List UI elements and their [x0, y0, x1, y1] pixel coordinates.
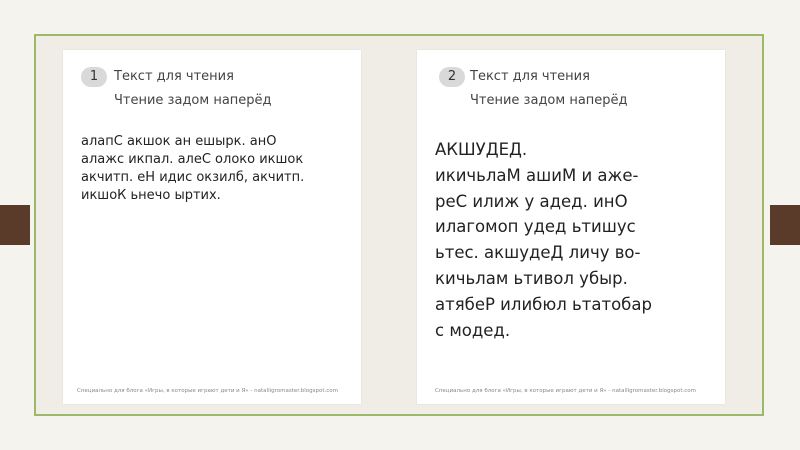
- reading-card-1: [63, 50, 361, 404]
- reading-text: [435, 137, 720, 343]
- card-footer: Специально для блога «Игры, в которые играют дети и Я» - natalligromaster.blogspot.com: [435, 388, 697, 394]
- card-subtitle: Чтение задом наперёд: [470, 93, 628, 108]
- text-line: икичьлаМ ашиМ и аже-: [435, 165, 639, 185]
- card-title: Текст для чтения: [114, 69, 234, 84]
- text-line: алапС акшок ан ешырк. анО: [81, 134, 277, 149]
- text-line: илагомоп удед ьтишус: [435, 217, 636, 237]
- reading-text: [81, 133, 351, 205]
- text-line: икшоК ьнечо ыртих.: [81, 188, 221, 203]
- text-line: с модед.: [435, 320, 511, 340]
- card-number-badge: 2: [439, 67, 465, 87]
- text-line: ьтес. акшудеД личу во-: [435, 243, 641, 263]
- card-footer: Специально для блога «Игры, в которые играют дети и Я» - natalligromaster.blogspot.com: [77, 388, 339, 394]
- right-decor-bar: [770, 205, 800, 245]
- text-line: кичьлам ьтивол убыр.: [435, 268, 628, 288]
- text-line: алажс икпал. алеС олоко икшок: [81, 152, 304, 167]
- text-line: акчитп. еН идис окзилб, акчитп.: [81, 170, 305, 185]
- left-decor-bar: [0, 205, 30, 245]
- card-number-badge: 1: [81, 67, 107, 87]
- text-line: атябеР илибюл ьтатобар: [435, 294, 652, 314]
- reading-card-2: [417, 50, 725, 404]
- card-subtitle: Чтение задом наперёд: [114, 93, 272, 108]
- text-line: реС илиж у адед. инО: [435, 191, 628, 211]
- card-title: Текст для чтения: [470, 69, 590, 84]
- text-line: АКШУДЕД.: [435, 140, 528, 159]
